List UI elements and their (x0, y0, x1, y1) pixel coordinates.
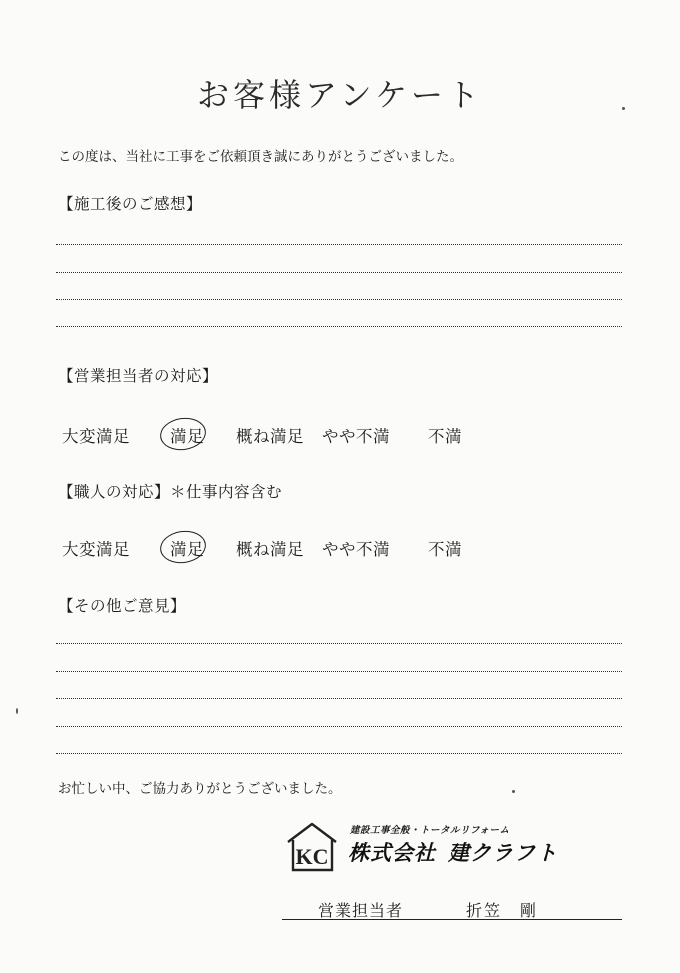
craftsman-option-3[interactable]: 概ね満足 (236, 540, 304, 559)
rep-underline (282, 919, 622, 920)
company-name-prefix: 株式会社 (348, 841, 436, 865)
company-name-main: 建クラフト (448, 841, 558, 865)
company-tagline: 建設工事全般・トータルリフォーム (350, 825, 510, 836)
craftsman-option-2[interactable]: 満足 (170, 540, 204, 559)
impressions-line-3 (56, 299, 622, 300)
craftsman-option-1[interactable]: 大変満足 (62, 540, 130, 559)
company-logo (284, 820, 604, 876)
craftsman-option-5[interactable]: 不満 (428, 540, 462, 559)
other-line-5 (56, 753, 622, 754)
other-line-1 (56, 643, 622, 644)
impressions-line-1 (56, 244, 622, 245)
sales-option-3[interactable]: 概ね満足 (236, 427, 304, 446)
intro-text: この度は、当社に工事をご依頼頂き誠にありがとうございました。 (58, 149, 463, 165)
impressions-line-4 (56, 326, 622, 327)
page-title: お客様アンケート (196, 76, 484, 114)
sales-option-5[interactable]: 不満 (428, 427, 462, 446)
company-name (348, 837, 558, 867)
sales-option-2[interactable]: 満足 (170, 427, 204, 446)
logo-mark-text: KC (295, 844, 329, 869)
sales-heading: 【営業担当者の対応】 (58, 367, 219, 385)
other-line-3 (56, 698, 622, 699)
impressions-line-2 (56, 272, 622, 273)
craftsman-option-4[interactable]: やや不満 (322, 540, 390, 559)
sales-option-4[interactable]: やや不満 (322, 427, 390, 446)
other-line-2 (56, 671, 622, 672)
closing-text: お忙しい中、ご協力ありがとうございました。 (58, 781, 342, 797)
rep-label: 営業担当者 (318, 901, 404, 920)
impressions-heading: 【施工後のご感想】 (58, 195, 203, 213)
sales-option-1[interactable]: 大変満足 (62, 427, 130, 446)
rep-name: 折笠 剛 (466, 901, 539, 920)
scan-speck (512, 790, 515, 793)
scan-speck (16, 708, 18, 714)
other-line-4 (56, 726, 622, 727)
scan-speck (622, 107, 625, 110)
house-logo-icon (284, 820, 340, 876)
craftsman-heading: 【職人の対応】＊仕事内容含む (58, 483, 283, 501)
other-heading: 【その他ご意見】 (58, 597, 187, 615)
